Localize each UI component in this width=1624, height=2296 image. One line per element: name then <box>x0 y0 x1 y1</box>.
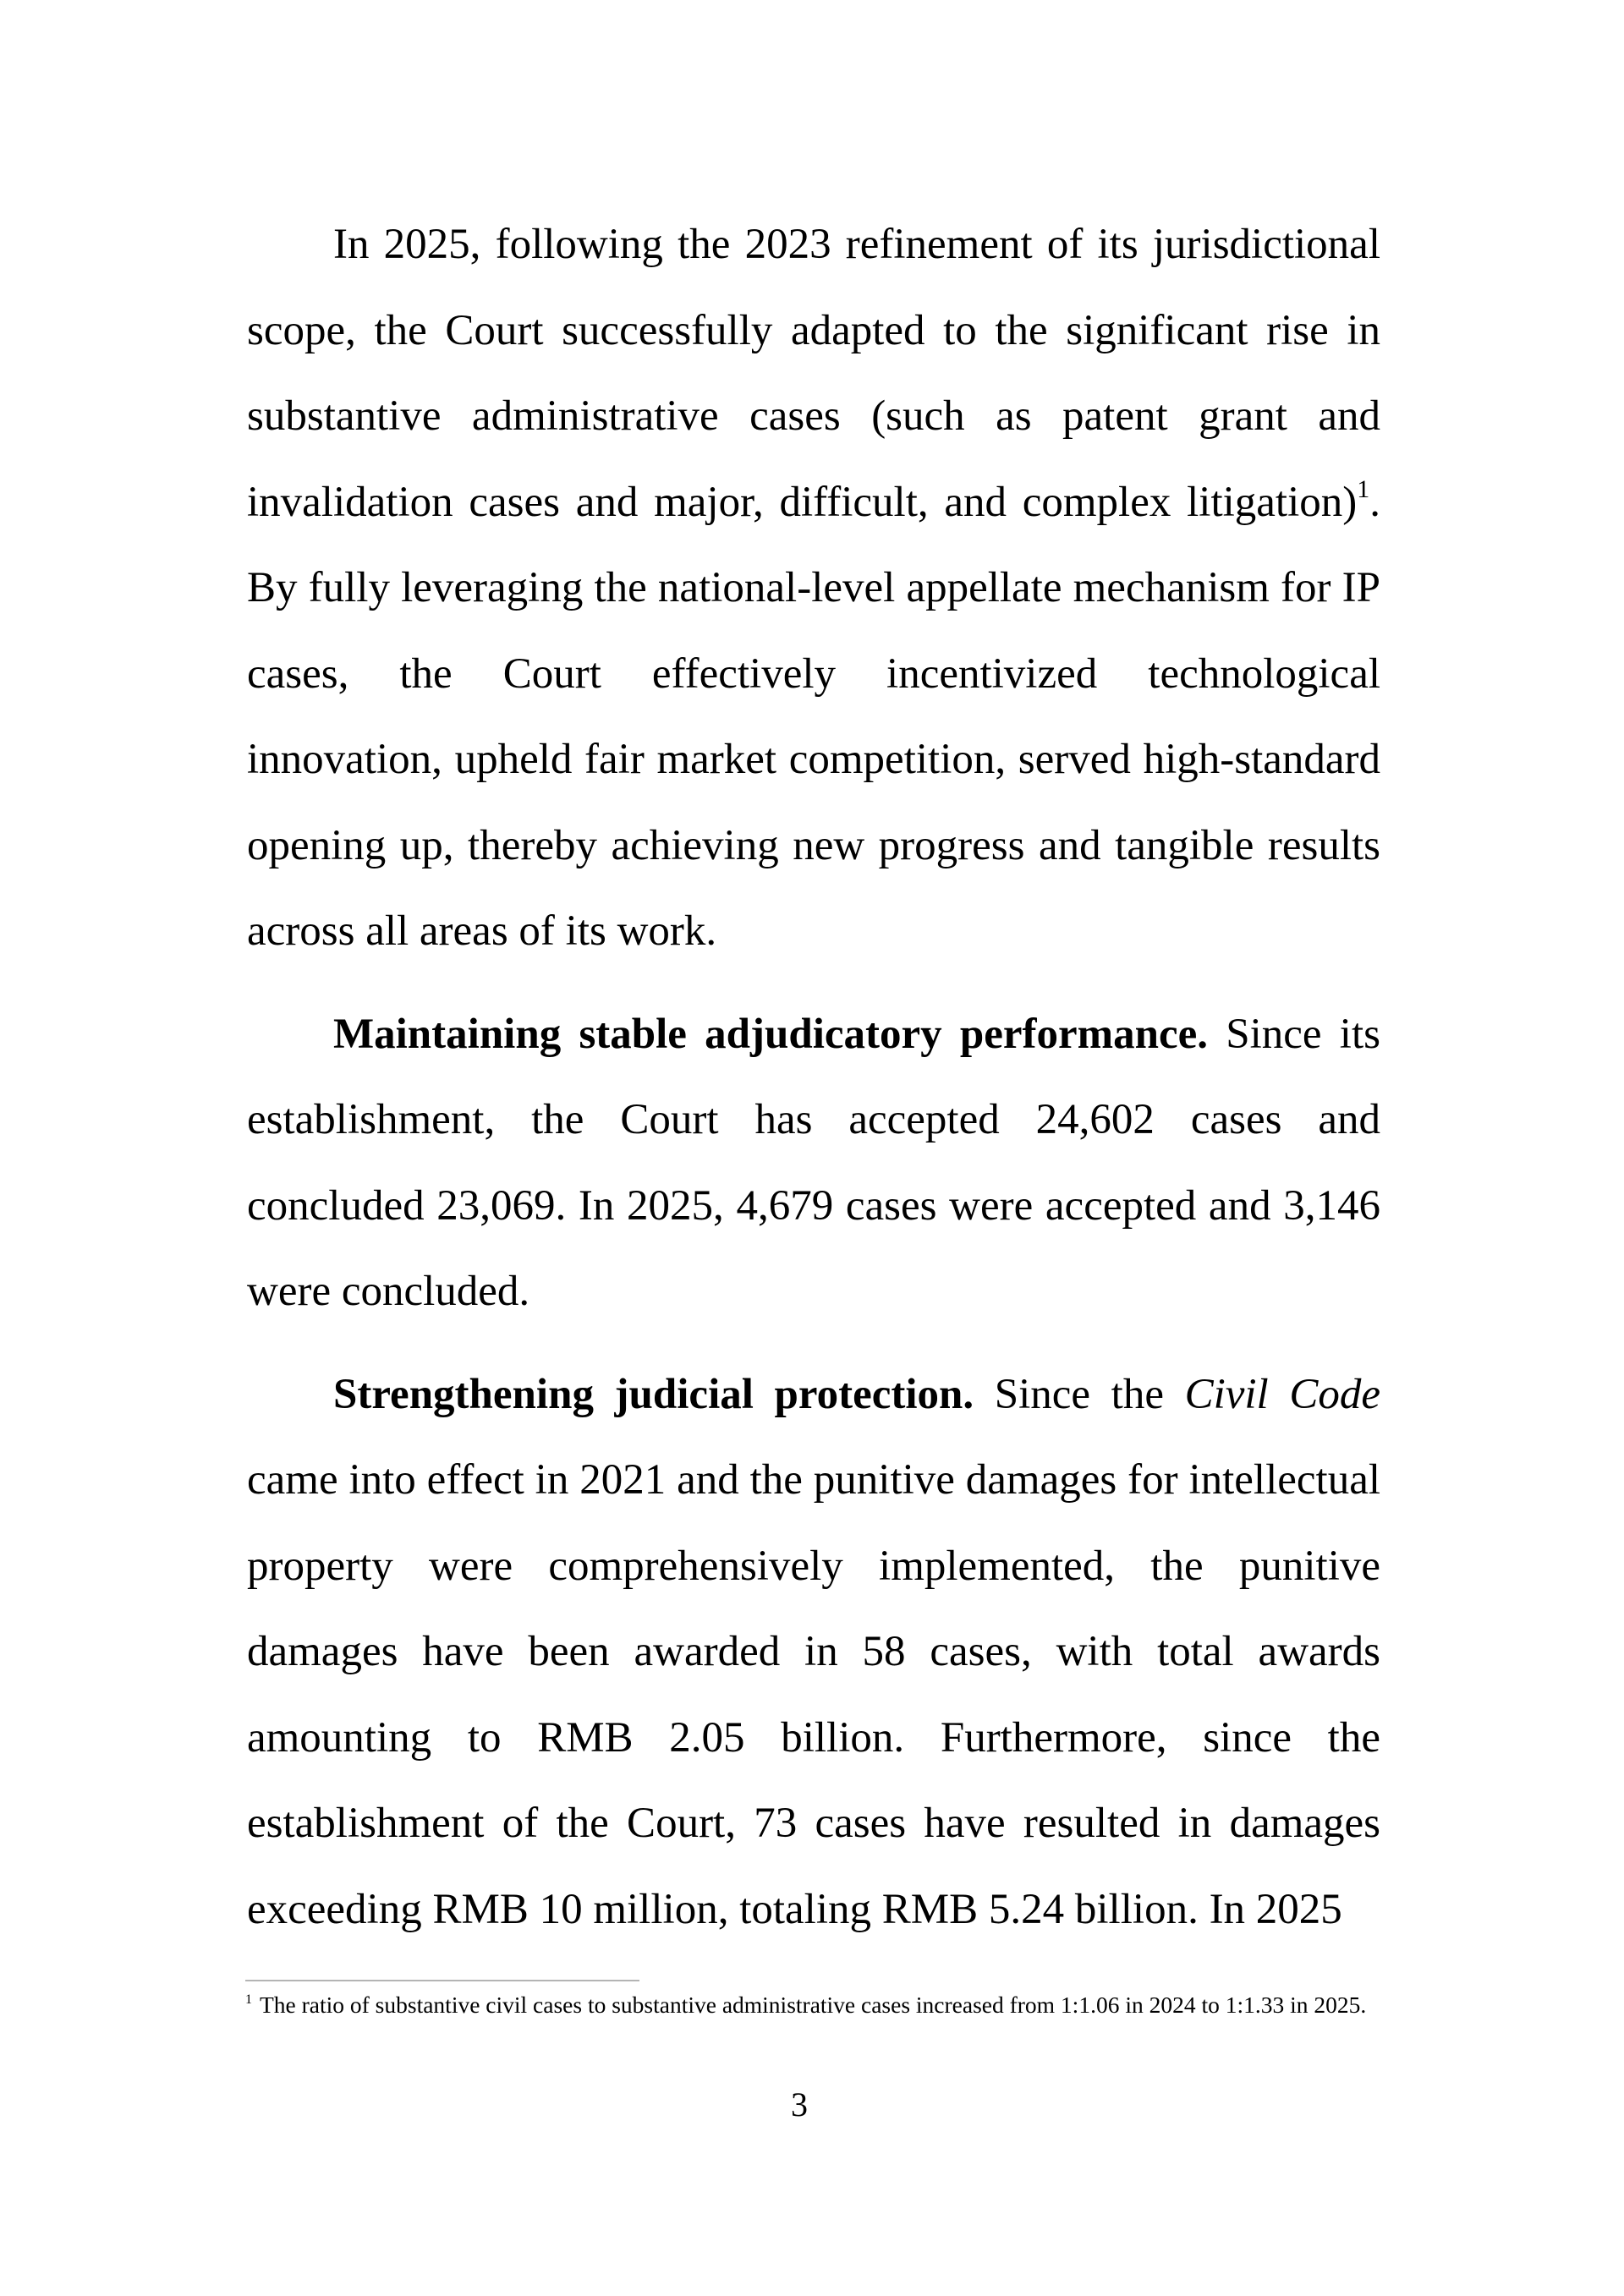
footnote-separator <box>245 1980 639 1981</box>
italic-title-civil-code: Civil Code <box>1184 1370 1380 1418</box>
paragraph-adjudicatory-performance <box>247 992 1380 1335</box>
body-text <box>247 202 1380 1953</box>
paragraph-lead-heading: Maintaining stable adjudicatory performance. <box>333 1010 1209 1058</box>
paragraph-text: came into effect in 2021 and the punitive damages for intellectual property were comprehensively implemented, the punitive damages have been awarded in 58 cases, with total awards amounting to RMB 2.05 billion. Furthermore, since the establishment of the Court, 73 cases have resulted in damages exceeding RMB 10 million, totaling RMB 5.24 billion. In 2025 <box>247 1456 1380 1933</box>
footnote-reference-1[interactable]: 1 <box>1357 474 1370 503</box>
paragraph-text: In 2025, following the 2023 refinement of its jurisdictional scope, the Court successfully adapted to the significant rise in substantive administrative cases (such as patent grant and invalidation cases and major, difficult, and complex litigation) <box>247 221 1380 526</box>
paragraph-text: Since its establishment, the Court has accepted 24,602 cases and concluded 23,069. In 2025, 4,679 cases were accepted and 3,146 were concluded. <box>247 1010 1380 1315</box>
paragraph-lead-heading: Strengthening judicial protection. <box>333 1370 974 1418</box>
paragraph-text: Since the <box>974 1370 1185 1418</box>
footnote-1 <box>245 1992 1383 2017</box>
footnote-text: The ratio of substantive civil cases to substantive administrative cases increased from 1:1.06 in 2024 to 1:1.33 in 2025. <box>260 1992 1367 2018</box>
footnote-mark: 1 <box>245 1992 252 2007</box>
paragraph-jurisdiction-overview <box>247 202 1380 975</box>
paragraph-text: . By fully leveraging the national-level appellate mechanism for IP cases, the Court effectively incentivized technological innovation, upheld fair market competition, served high-standard opening up, thereby achieving new progress and tangible results across all areas of its work. <box>247 478 1380 955</box>
paragraph-judicial-protection <box>247 1352 1380 1954</box>
page-number: 3 <box>791 2085 808 2123</box>
